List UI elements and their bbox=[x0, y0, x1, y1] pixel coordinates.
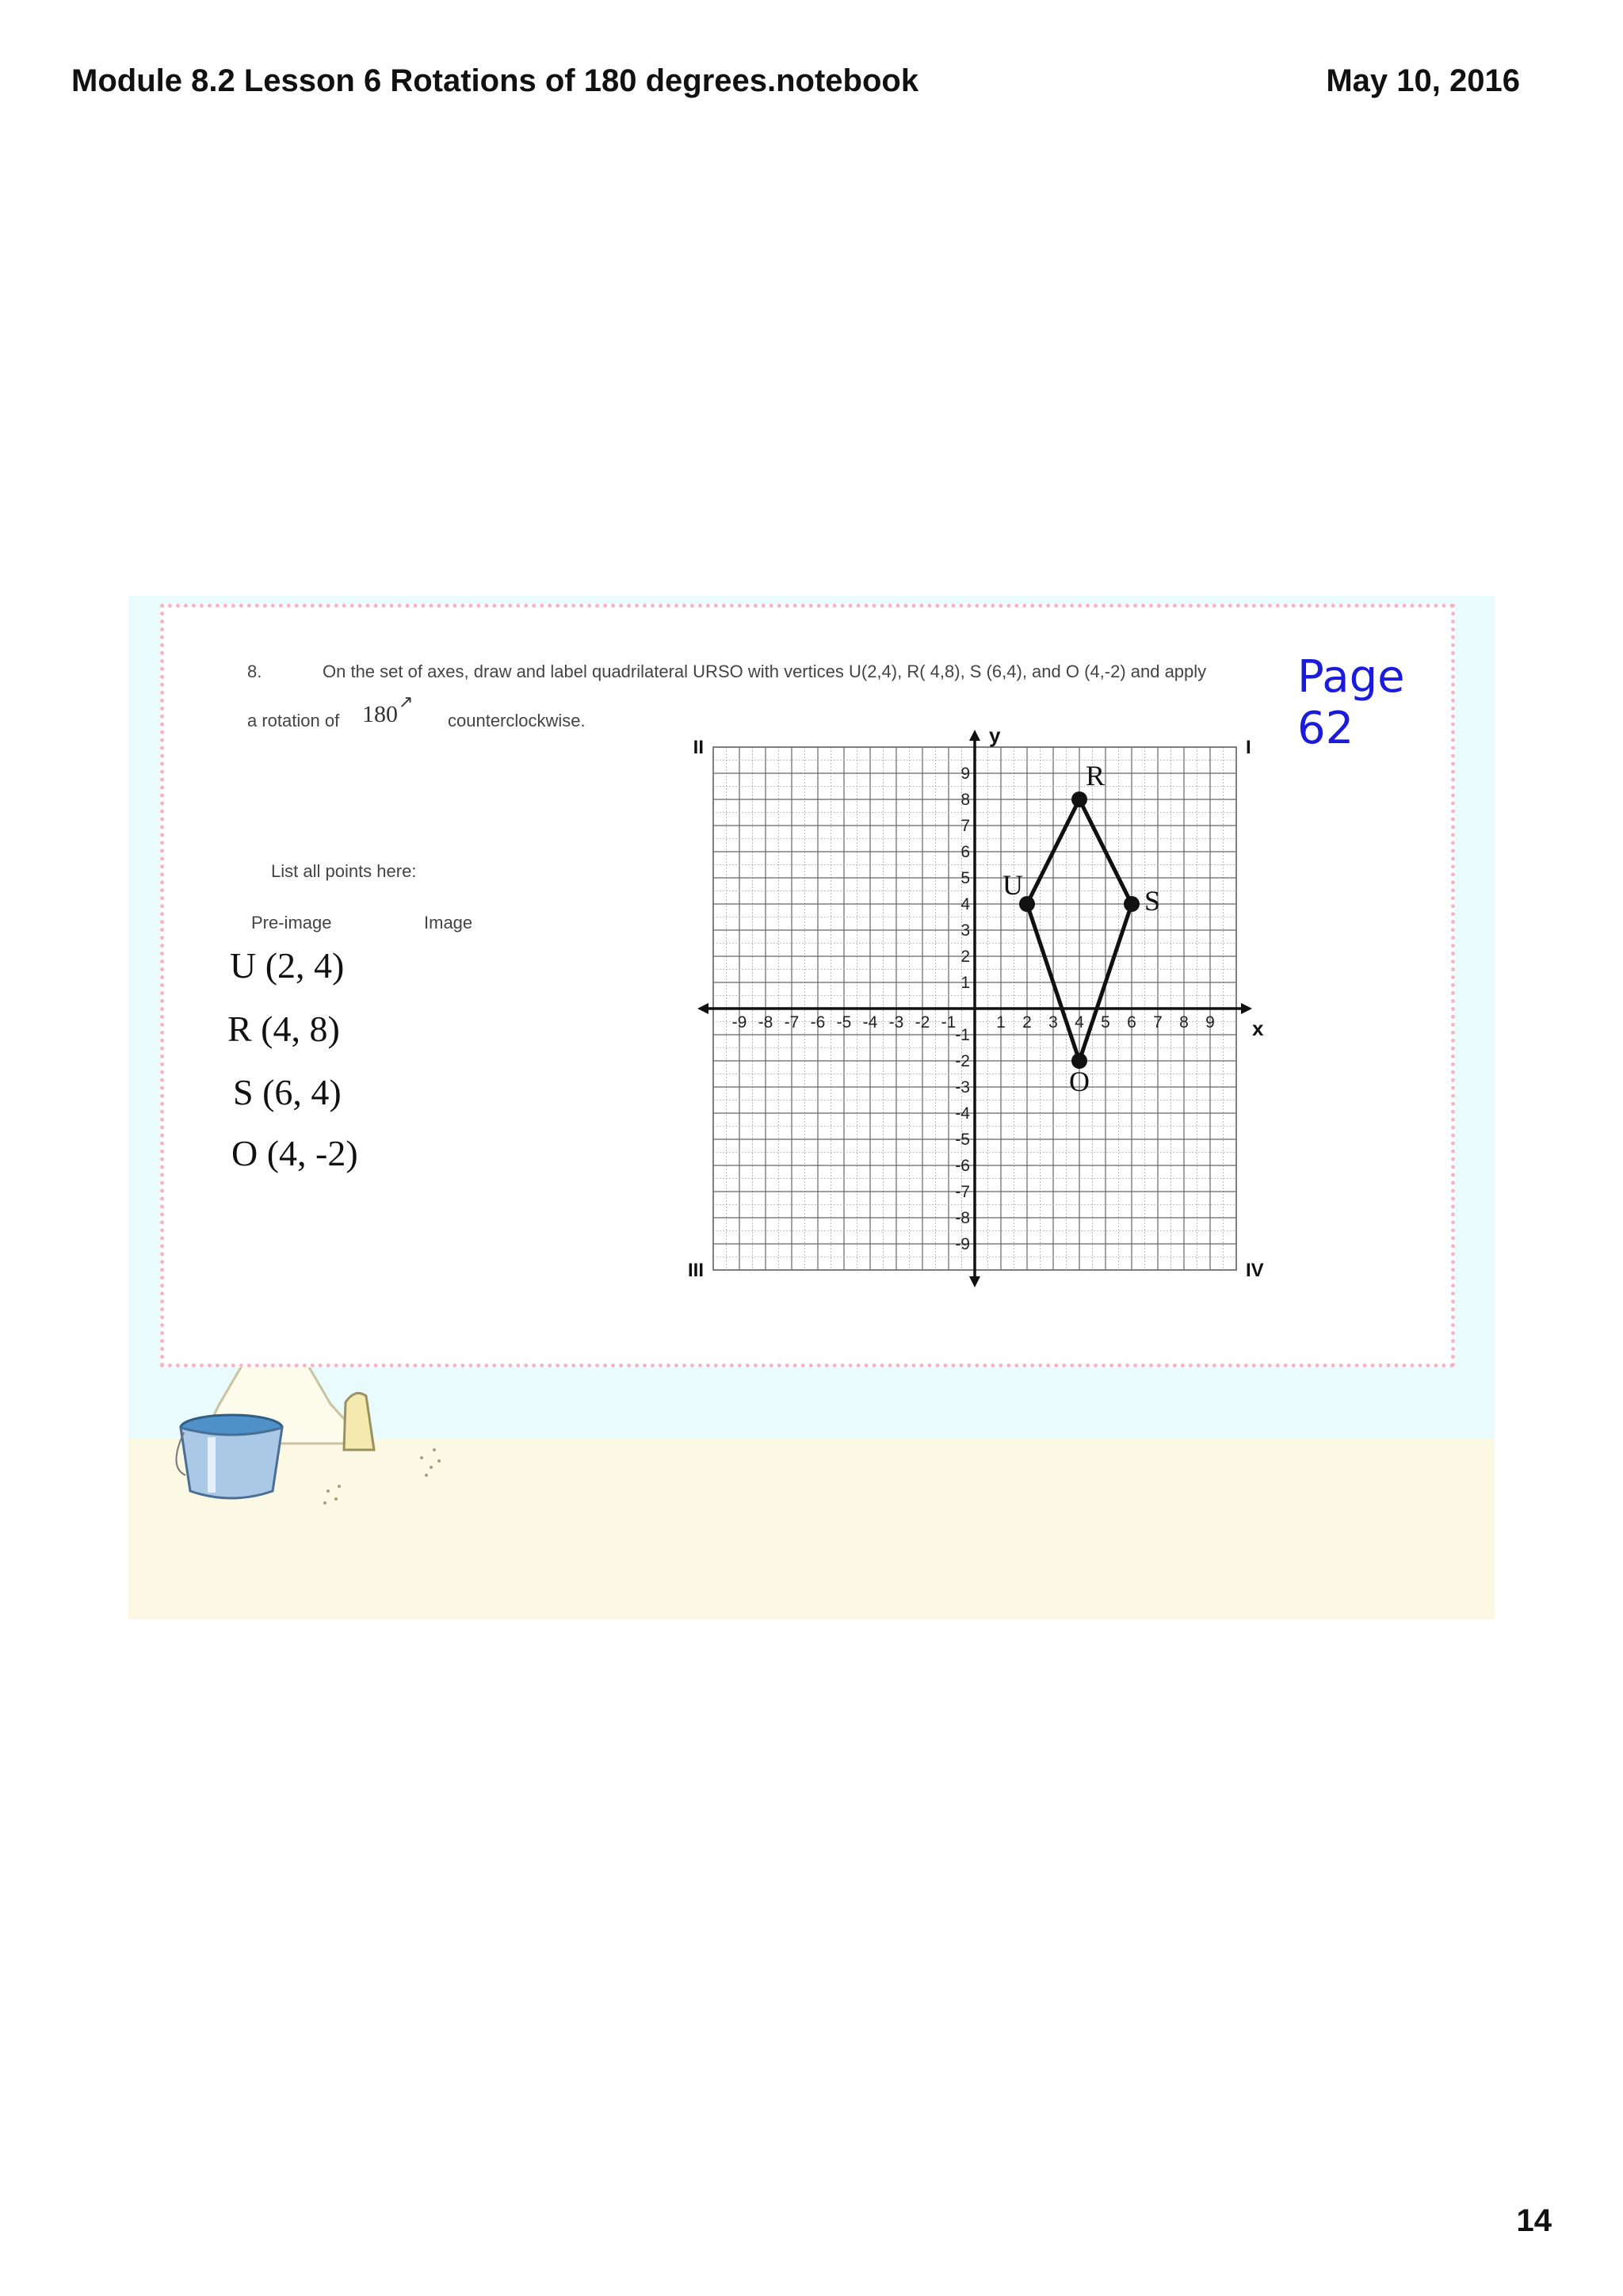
x-axis-label: x bbox=[1252, 1016, 1264, 1040]
x-axis-arrow-left bbox=[697, 1003, 708, 1014]
y-tick-label: 1 bbox=[960, 974, 970, 992]
page-reference: Page 62 bbox=[1297, 651, 1405, 754]
y-tick-label: 8 bbox=[960, 791, 970, 809]
y-tick-label: -6 bbox=[955, 1157, 970, 1175]
y-tick-label: -4 bbox=[955, 1104, 970, 1123]
x-tick-label: -3 bbox=[888, 1013, 904, 1032]
rotation-arrow-icon: ↗ bbox=[399, 692, 414, 711]
coordinate-plane bbox=[164, 608, 1451, 1363]
x-tick-label: -2 bbox=[915, 1013, 930, 1032]
vertex-label: R bbox=[1085, 760, 1106, 791]
y-tick-label: 7 bbox=[960, 817, 970, 835]
bucket-icon bbox=[181, 1428, 282, 1498]
rotation-prefix: a rotation of bbox=[247, 711, 340, 730]
rotation-suffix: counterclockwise. bbox=[448, 711, 586, 730]
problem-number: 8. bbox=[247, 662, 262, 681]
quadrant-label: II bbox=[693, 737, 704, 758]
notebook-slide bbox=[128, 596, 1495, 1619]
x-tick-label: 7 bbox=[1153, 1013, 1163, 1032]
quadrant-label: I bbox=[1246, 737, 1251, 758]
y-tick-label: 3 bbox=[960, 921, 970, 940]
image-column-label: Image bbox=[424, 913, 473, 933]
y-tick-label: -9 bbox=[955, 1235, 970, 1253]
x-axis-arrow-right bbox=[1241, 1003, 1252, 1014]
problem-card bbox=[160, 604, 1455, 1367]
preimage-column-label: Pre-image bbox=[251, 913, 332, 933]
preimage-point: U (2, 4) bbox=[230, 945, 345, 986]
preimage-point: R (4, 8) bbox=[227, 1009, 340, 1049]
preimage-point: O (4, -2) bbox=[231, 1133, 358, 1173]
x-tick-label: -8 bbox=[758, 1013, 773, 1032]
x-tick-label: -7 bbox=[784, 1013, 800, 1032]
y-tick-label: 9 bbox=[960, 765, 970, 783]
y-tick-label: -3 bbox=[955, 1078, 970, 1097]
quadrant-label: IV bbox=[1246, 1260, 1264, 1281]
vertex-point bbox=[1124, 896, 1140, 912]
x-tick-label: 1 bbox=[996, 1013, 1006, 1032]
preimage-point: S (6, 4) bbox=[233, 1072, 342, 1112]
y-axis-arrow-up bbox=[969, 730, 980, 741]
x-tick-label: 9 bbox=[1205, 1013, 1215, 1032]
vertex-label: O bbox=[1069, 1066, 1090, 1097]
y-tick-label: 2 bbox=[960, 948, 970, 966]
y-tick-label: 4 bbox=[960, 895, 970, 913]
y-tick-label: -8 bbox=[955, 1209, 970, 1227]
y-tick-label: 6 bbox=[960, 843, 970, 861]
y-axis-label: y bbox=[989, 723, 1001, 747]
x-tick-label: -4 bbox=[862, 1013, 878, 1032]
document-date: May 10, 2016 bbox=[1326, 63, 1520, 98]
x-tick-label: 2 bbox=[1022, 1013, 1032, 1032]
vertex-label: S bbox=[1144, 885, 1161, 917]
x-tick-label: 8 bbox=[1179, 1013, 1189, 1032]
y-tick-label: 5 bbox=[960, 869, 970, 887]
x-tick-label: -9 bbox=[731, 1013, 747, 1032]
y-tick-label: -1 bbox=[955, 1026, 970, 1044]
y-axis-arrow-down bbox=[969, 1276, 980, 1287]
x-tick-label: -5 bbox=[836, 1013, 852, 1032]
shovel-icon bbox=[344, 1393, 374, 1450]
points-list-heading: List all points here: bbox=[271, 861, 417, 881]
vertex-point bbox=[1071, 791, 1087, 807]
x-tick-label: 6 bbox=[1127, 1013, 1136, 1032]
x-tick-label: 5 bbox=[1101, 1013, 1110, 1032]
beach-scene bbox=[128, 1356, 509, 1619]
x-tick-label: 4 bbox=[1075, 1013, 1084, 1032]
quadrant-label: III bbox=[687, 1260, 704, 1281]
y-tick-label: -5 bbox=[955, 1131, 970, 1149]
problem-text: On the set of axes, draw and label quadrilateral URSO with vertices U(2,4), R( 4,8), S (6,4), and O (4,-2) and apply bbox=[323, 662, 1207, 681]
rotation-degrees: 180 bbox=[362, 701, 398, 727]
x-tick-label: -6 bbox=[810, 1013, 826, 1032]
x-tick-label: -1 bbox=[941, 1013, 957, 1032]
y-tick-label: -2 bbox=[955, 1052, 970, 1070]
vertex-label: U bbox=[1002, 869, 1023, 901]
y-tick-label: -7 bbox=[955, 1183, 970, 1201]
x-tick-label: 3 bbox=[1048, 1013, 1058, 1032]
page-number: 14 bbox=[1516, 2203, 1552, 2238]
document-title: Module 8.2 Lesson 6 Rotations of 180 degrees.notebook bbox=[71, 63, 919, 98]
